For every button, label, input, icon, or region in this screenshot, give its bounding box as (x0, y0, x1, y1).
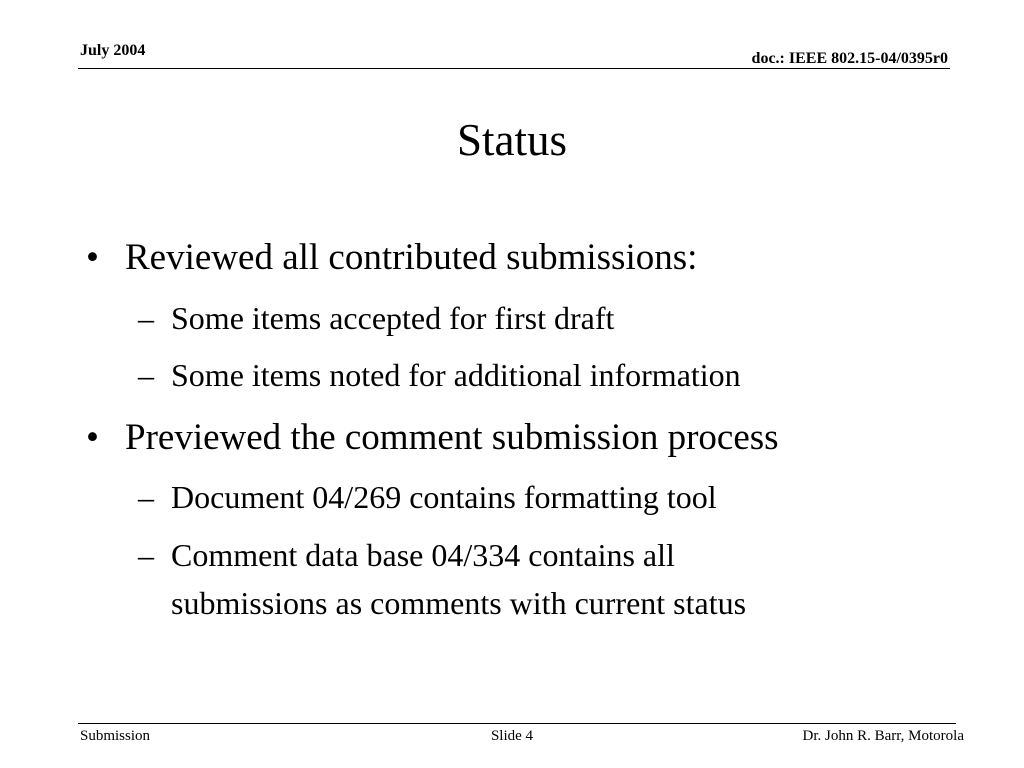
bullet-marker: • (86, 417, 99, 458)
sub-bullet-text: Some items noted for additional information (171, 357, 741, 393)
header-date: July 2004 (80, 42, 146, 59)
sub-bullet-text: Comment data base 04/334 contains all (171, 537, 675, 573)
bullet-text: Reviewed all contributed submissions: (125, 237, 698, 278)
sub-bullet-marker: – (138, 537, 154, 573)
footer-slide-number: Slide 4 (490, 728, 534, 744)
footer-author: Dr. John R. Barr, Motorola (802, 728, 964, 744)
header-doc-id: doc.: IEEE 802.15-04/0395r0 (751, 50, 948, 67)
footer-submission-label: Submission (80, 728, 151, 744)
footer-divider (78, 723, 956, 724)
slide-title: Status (456, 115, 568, 165)
bullet-marker: • (86, 237, 99, 278)
sub-bullet-text: Some items accepted for first draft (171, 300, 615, 336)
sub-bullet-text: submissions as comments with current status (171, 585, 747, 621)
sub-bullet-text: Document 04/269 contains formatting tool (171, 479, 717, 515)
bullet-text: Previewed the comment submission process (125, 417, 779, 458)
sub-bullet-marker: – (138, 357, 154, 393)
sub-bullet-marker: – (138, 300, 154, 336)
sub-bullet-marker: – (138, 479, 154, 515)
